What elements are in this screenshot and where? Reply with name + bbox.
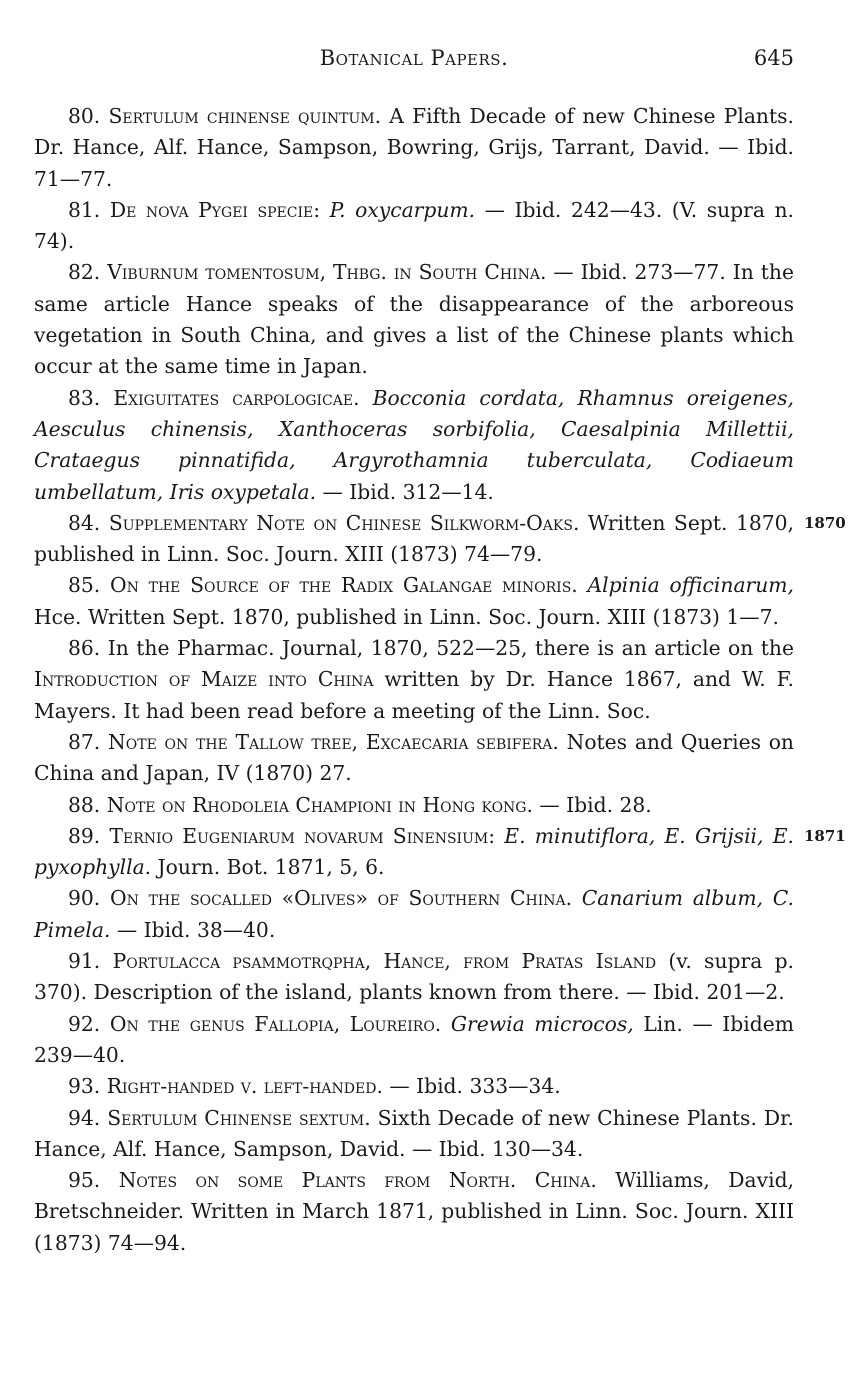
entry-number: 88. — [68, 792, 101, 817]
entry-number: 87. — [68, 729, 101, 754]
entry-number: 82. — [68, 260, 101, 285]
entry-87: 87. Note on the Tallow tree, Excaecaria sebifera. Notes and Queries on China and Japan, IV (1870) 27. — [34, 729, 794, 786]
entry-title: On the socalled «Olives» of Southern China. — [109, 886, 573, 911]
entry-80: 80. Sertulum chinense quintum. A Fifth Decade of new Chinese Plants. Dr. Hance, Alf. Hance, Sampson, Bowring, Grijs, Tarrant, David. — Ibid. 71—77. — [34, 104, 794, 191]
entry-title: Exiguitates carpologicae. — [113, 385, 360, 410]
page-number: 645 — [753, 46, 794, 70]
entry-number: 89. — [68, 823, 101, 848]
entry-81: 81. De nova Pygei specie: P. oxycarpum. — Ibid. 242—43. (V. supra n. 74). — [34, 197, 795, 254]
entry-number: 80. — [68, 104, 101, 128]
entry-title: Sertulum chinense quintum. — [108, 104, 382, 128]
entry-89: 1871 89. Ternio Eugeniarum novarum Sinensium: E. minutiflora, E. Grijsii, E. pyxophylla. Journ. Bot. 1871, 5, 6. — [34, 821, 794, 884]
entry-94: 94. Sertulum Chinense sextum. Sixth Decade of new Chinese Plants. Dr. Hance, Alf. Hance, Sampson, David. — Ibid. 130—34. — [34, 1105, 794, 1161]
entry-title: Note on Rhodoleia Championi in Hong kong. — [106, 792, 533, 817]
entry-number: 83. — [68, 385, 101, 410]
running-title: Botanical Papers. — [319, 46, 509, 70]
entry-title: On the genus Fallopia, Loureiro. — [109, 1011, 442, 1036]
entry-title: Introduction of Maize into China — [34, 667, 374, 692]
entry-title: Note on the Tallow tree, Excaecaria sebifera. — [108, 729, 559, 754]
entry-title: Sertulum Chinense sextum. — [107, 1105, 371, 1130]
margin-year-1871: 1871 — [804, 826, 846, 845]
entry-title: Supplementary Note on Chinese Silkworm-Oaks. — [108, 510, 580, 535]
entry-title: On the Source of the Radix Galangae minoris. — [110, 573, 578, 598]
entry-title: Ternio Eugeniarum novarum Sinensium: — [109, 823, 496, 848]
page-header — [34, 46, 794, 82]
entry-title: De nova Pygei specie: — [109, 197, 321, 222]
entry-83: 83. Exiguitates carpologicae. Bocconia cordata, Rhamnus oreigenes, Aesculus chinensis, Xanthoceras sorbifolia, Caesalpinia Millettii, Crataegus pinnatifida, Argyrothamnia tuberculata, Codiaeum umbellatum, Iris oxypetala. — Ibid. 312—14. — [34, 385, 794, 504]
entry-91: 91. Portulacca psammotrqpha, Hance, from Pratas Island (v. supra p. 370). Description of the island, plants known from there. — Ibid. 201—2. — [34, 949, 795, 1005]
entry-title: Right-handed v. left-handed. — [106, 1074, 383, 1099]
entry-number: 86. — [68, 636, 101, 661]
entry-number: 90. — [68, 886, 101, 911]
entry-number: 93. — [68, 1074, 101, 1099]
entry-93: 93. Right-handed v. left-handed. — Ibid. 333—34. — [68, 1074, 561, 1099]
entry-number: 85. — [68, 573, 101, 598]
entry-95: 95. Notes on some Plants from North. China. Williams, David, Bretschneider. Written in March 1871, published in Linn. Soc. Journ. XIII (1873) 74—94. — [34, 1168, 794, 1255]
entry-number: 92. — [68, 1011, 101, 1036]
entry-number: 91. — [68, 949, 101, 974]
entry-title: Notes on some Plants from North. China. — [118, 1168, 597, 1193]
entry-number: 94. — [68, 1105, 101, 1130]
entry-84: 1870 84. Supplementary Note on Chinese Silkworm-Oaks. Written Sept. 1870, published in Linn. Soc. Journ. XIII (1873) 74—79. — [34, 508, 794, 571]
page-body — [34, 101, 846, 1259]
entry-82: 82. Viburnum tomentosum, Thbg. in South China. — Ibid. 273—77. In the same article Hance speaks of the disappearance of the arboreous vegetation in South China, and gives a list of the Chinese plants which occur at the same time in Japan. — [34, 260, 795, 379]
entry-number: 95. — [68, 1168, 101, 1193]
entry-90: 90. On the socalled «Olives» of Southern China. Canarium album, C. Pimela. — Ibid. 38—40. — [34, 886, 794, 942]
entry-title: Viburnum tomentosum, Thbg. in South China. — [107, 260, 547, 285]
entry-88: 88. Note on Rhodoleia Championi in Hong kong. — Ibid. 28. — [68, 792, 652, 817]
entry-number: 81. — [68, 197, 101, 222]
entry-86: 86. In the Pharmac. Journal, 1870, 522—25, there is an article on the Introduction of Maize into China written by Dr. Hance 1867, and W. F. Mayers. It had been read before a meeting of the Linn. Soc. — [34, 636, 794, 723]
entry-number: 84. — [68, 510, 101, 535]
entry-title: Portulacca psammotrqpha, Hance, from Pratas Island — [112, 949, 657, 974]
entry-85: 85. On the Source of the Radix Galangae minoris. Alpinia officinarum, Hce. Written Sept. 1870, published in Linn. Soc. Journ. XIII (1873) 1—7. — [34, 573, 794, 629]
entry-92: 92. On the genus Fallopia, Loureiro. Grewia microcos, Lin. — Ibidem 239—40. — [34, 1011, 794, 1067]
margin-year-1870: 1870 — [804, 513, 846, 532]
